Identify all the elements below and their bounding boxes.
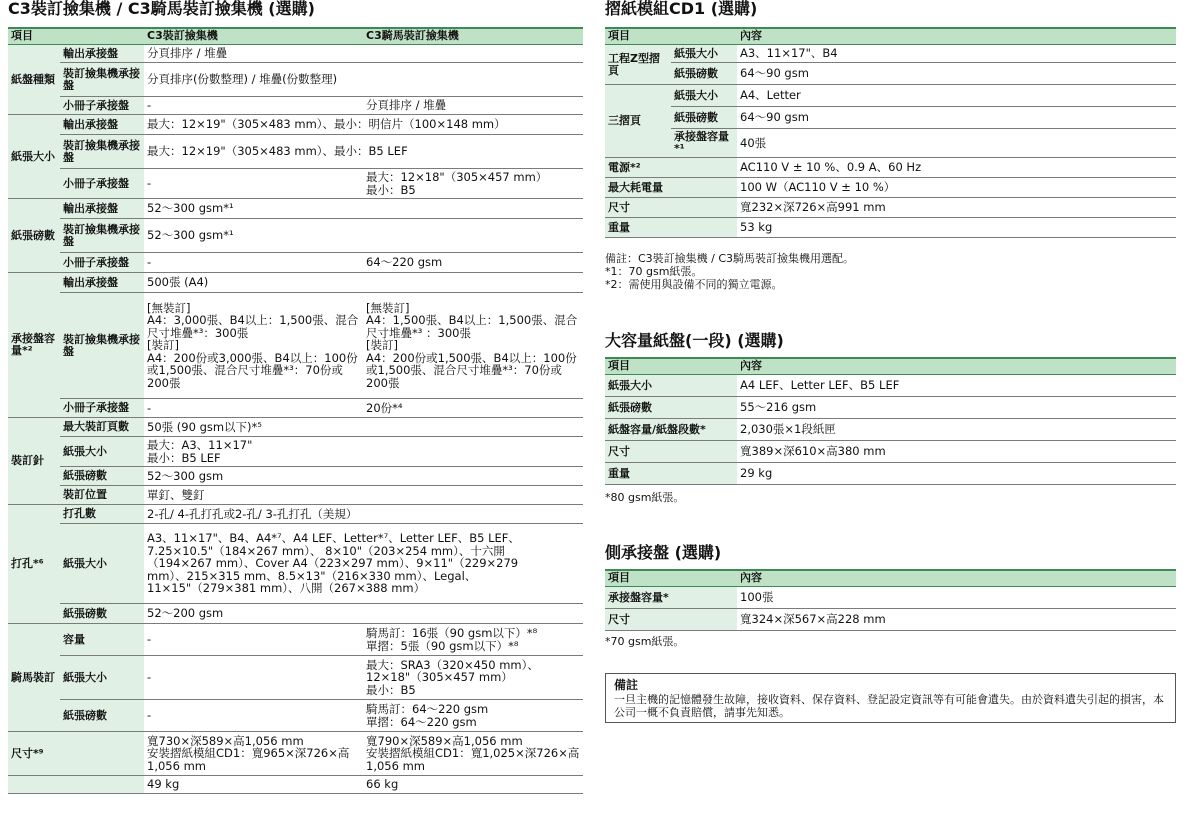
row-value: 最大：A3、11×17" 最小：B5 LEF bbox=[144, 437, 583, 467]
row-value: 分頁排序 / 堆疊 bbox=[144, 45, 583, 63]
cd1-notes: 備註：C3裝訂撿集機 / C3騎馬裝訂撿集機用選配。 *1：70 gsm紙張。 *2：需使用與設備不同的獨立電源。 bbox=[605, 252, 855, 291]
row-value-booklet: 最大：12×18"（305×457 mm） 最小：B5 bbox=[363, 169, 583, 199]
row-label: 重量 bbox=[605, 218, 737, 238]
row-label: 紙張磅數 bbox=[60, 700, 144, 732]
row-category: 裝訂針 bbox=[8, 418, 60, 505]
row-category: 騎馬裝訂 bbox=[8, 624, 60, 732]
row-value-booklet: [無裝訂] A4：1,500張、B4以上：1,500張、混合尺寸堆疊*³ ：300張 [裝訂] A4：200份或1,500張、B4以上：100份或1,500張、混合尺寸堆疊*³：70份或200張 bbox=[363, 293, 583, 399]
row-value-finisher: - bbox=[144, 624, 363, 656]
row-value: 64～90 gsm bbox=[737, 63, 1176, 85]
row-value-booklet: 20份*⁴ bbox=[363, 399, 583, 418]
cd1-spec-table bbox=[605, 27, 1176, 238]
row-value-booklet: 寬790×深589×高1,056 mm 安裝摺紙模組CD1：寬1,025×深726×高1,056 mm bbox=[363, 732, 583, 776]
row-value: 寬324×深567×高228 mm bbox=[737, 609, 1176, 631]
table-row bbox=[8, 732, 583, 776]
row-label: 輸出承接盤 bbox=[60, 45, 144, 63]
table-row bbox=[8, 604, 583, 624]
row-value: 500張 (A4) bbox=[144, 273, 583, 293]
row-value-finisher: - bbox=[144, 253, 363, 273]
row-category: 三摺頁 bbox=[605, 85, 671, 158]
remark-box bbox=[605, 673, 1176, 723]
row-label: 裝訂位置 bbox=[60, 486, 144, 505]
row-label: 重量 bbox=[605, 463, 737, 485]
side-tray-notes: *70 gsm紙張。 bbox=[605, 635, 685, 648]
table-row bbox=[8, 524, 583, 604]
header-content: 內容 bbox=[737, 358, 1176, 375]
row-label: 尺寸 bbox=[605, 441, 737, 463]
row-value-booklet: 最大：SRA3（320×450 mm）、12×18"（305×457 mm） 最小：B5 bbox=[363, 656, 583, 700]
table-header-row bbox=[8, 28, 583, 45]
table-row bbox=[8, 199, 583, 219]
row-label: 紙張大小 bbox=[671, 45, 737, 63]
cd1-section-title: 摺紙模組CD1 (選購) bbox=[605, 0, 758, 18]
row-value: A4 LEF、Letter LEF、B5 LEF bbox=[737, 375, 1176, 397]
row-value: 寬389×深610×高380 mm bbox=[737, 441, 1176, 463]
row-category: 尺寸*⁹ bbox=[8, 732, 144, 776]
row-value: 64～90 gsm bbox=[737, 107, 1176, 129]
row-value-finisher: - bbox=[144, 399, 363, 418]
row-label: 最大耗電量 bbox=[605, 178, 737, 198]
row-value-booklet: 騎馬訂：16張（90 gsm以下）*⁸ 單摺：5張（90 gsm以下）*⁸ bbox=[363, 624, 583, 656]
row-label: 小冊子承接盤 bbox=[60, 253, 144, 273]
table-row bbox=[8, 135, 583, 169]
row-value-finisher: 寬730×深589×高1,056 mm 安裝摺紙模組CD1：寬965×深726×高1,056 mm bbox=[144, 732, 363, 776]
row-value: 100張 bbox=[737, 587, 1176, 609]
row-label: 尺寸 bbox=[605, 198, 737, 218]
row-label: 最大裝訂頁數 bbox=[60, 418, 144, 437]
row-label: 紙張大小 bbox=[671, 85, 737, 107]
row-value: 寬232×深726×高991 mm bbox=[737, 198, 1176, 218]
table-row bbox=[8, 486, 583, 505]
finisher-spec-table bbox=[8, 27, 583, 794]
header-finisher: C3裝訂撿集機 bbox=[144, 28, 363, 45]
row-label: 電源*² bbox=[605, 158, 737, 178]
table-row bbox=[605, 85, 1176, 107]
row-label: 尺寸 bbox=[605, 609, 737, 631]
row-label: 小冊子承接盤 bbox=[60, 399, 144, 418]
table-row bbox=[605, 198, 1176, 218]
header-item: 項目 bbox=[605, 570, 737, 587]
table-row bbox=[605, 63, 1176, 85]
row-category: 紙張大小 bbox=[8, 115, 60, 199]
table-row bbox=[605, 375, 1176, 397]
header-item: 項目 bbox=[605, 28, 737, 45]
table-row bbox=[605, 129, 1176, 158]
row-label: 打孔數 bbox=[60, 505, 144, 524]
row-category: 工程Z型摺頁 bbox=[605, 45, 671, 85]
row-value-booklet: 分頁排序 / 堆疊 bbox=[363, 97, 583, 115]
row-value-booklet: 騎馬訂：64～220 gsm 單摺：64～220 gsm bbox=[363, 700, 583, 732]
row-label: 紙張大小 bbox=[605, 375, 737, 397]
table-row bbox=[8, 505, 583, 524]
lct-section-title: 大容量紙盤(一段) (選購) bbox=[605, 331, 784, 350]
row-category: 紙張磅數 bbox=[8, 199, 60, 273]
row-label: 紙盤容量/紙盤段數* bbox=[605, 419, 737, 441]
table-row bbox=[8, 169, 583, 199]
finisher-section-title: C3裝訂撿集機 / C3騎馬裝訂撿集機 (選購) bbox=[8, 0, 315, 18]
row-value-booklet: 64～220 gsm bbox=[363, 253, 583, 273]
row-label: 輸出承接盤 bbox=[60, 273, 144, 293]
row-label: 紙張磅數 bbox=[605, 397, 737, 419]
row-value: 分頁排序(份數整理) / 堆疊(份數整理) bbox=[144, 63, 583, 97]
table-row bbox=[8, 656, 583, 700]
table-row bbox=[8, 45, 583, 63]
table-row bbox=[8, 418, 583, 437]
header-booklet: C3騎馬裝訂撿集機 bbox=[363, 28, 583, 45]
row-value: 52～300 gsm*¹ bbox=[144, 219, 583, 253]
row-label: 紙張磅數 bbox=[671, 63, 737, 85]
row-value-finisher: - bbox=[144, 97, 363, 115]
table-header-row bbox=[605, 570, 1176, 587]
row-label: 承接盤容量* bbox=[605, 587, 737, 609]
table-row bbox=[605, 158, 1176, 178]
row-value-finisher: [無裝訂] A4：3,000張、B4以上：1,500張、混合尺寸堆疊*³：300張 [裝訂] A4：200份或3,000張、B4以上：100份或1,500張、混合尺寸堆疊*³：70份或200張 bbox=[144, 293, 363, 399]
row-value: 40張 bbox=[737, 129, 1176, 158]
row-value: 單釘、雙釘 bbox=[144, 486, 583, 505]
row-label: 紙張磅數 bbox=[60, 467, 144, 486]
table-row bbox=[8, 219, 583, 253]
table-row bbox=[8, 624, 583, 656]
table-row bbox=[605, 107, 1176, 129]
table-row bbox=[605, 45, 1176, 63]
row-value: 最大：12×19"（305×483 mm）、最小：明信片（100×148 mm） bbox=[144, 115, 583, 135]
row-value: 52～200 gsm bbox=[144, 604, 583, 624]
row-value-booklet: 66 kg bbox=[363, 776, 583, 794]
table-header-row bbox=[605, 358, 1176, 375]
table-row bbox=[605, 441, 1176, 463]
row-category: 紙盤種類 bbox=[8, 45, 60, 115]
row-value-finisher: - bbox=[144, 169, 363, 199]
row-value: A3、11×17"、B4 bbox=[737, 45, 1176, 63]
row-label: 裝訂撿集機承接盤 bbox=[60, 219, 144, 253]
table-row bbox=[8, 399, 583, 418]
row-label: 紙張大小 bbox=[60, 524, 144, 604]
header-item: 項目 bbox=[605, 358, 737, 375]
header-content: 內容 bbox=[737, 28, 1176, 45]
row-label: 裝訂撿集機承接盤 bbox=[60, 63, 144, 97]
table-row bbox=[605, 218, 1176, 238]
table-row bbox=[8, 700, 583, 732]
row-value: 29 kg bbox=[737, 463, 1176, 485]
row-value: 52～300 gsm*¹ bbox=[144, 199, 583, 219]
row-category: 承接盤容量*² bbox=[8, 273, 60, 418]
row-label: 輸出承接盤 bbox=[60, 115, 144, 135]
row-value: 最大：12×19"（305×483 mm）、最小：B5 LEF bbox=[144, 135, 583, 169]
row-label: 小冊子承接盤 bbox=[60, 169, 144, 199]
row-label: 容量 bbox=[60, 624, 144, 656]
row-label: 承接盤容量*¹ bbox=[671, 129, 737, 158]
row-label: 紙張磅數 bbox=[671, 107, 737, 129]
row-value-finisher: - bbox=[144, 656, 363, 700]
row-value: 53 kg bbox=[737, 218, 1176, 238]
table-row bbox=[605, 587, 1176, 609]
table-row bbox=[605, 397, 1176, 419]
table-header-row bbox=[605, 28, 1176, 45]
row-label: 小冊子承接盤 bbox=[60, 97, 144, 115]
remark-title: 備註 bbox=[614, 678, 639, 692]
row-value: AC110 V ± 10 %、0.9 A、60 Hz bbox=[737, 158, 1176, 178]
row-category bbox=[8, 776, 144, 794]
row-value: A4、Letter bbox=[737, 85, 1176, 107]
row-label: 輸出承接盤 bbox=[60, 199, 144, 219]
row-value: 2-孔/ 4-孔打孔或2-孔/ 3-孔打孔（美規） bbox=[144, 505, 583, 524]
table-row bbox=[605, 463, 1176, 485]
table-row bbox=[8, 63, 583, 97]
row-label: 紙張大小 bbox=[60, 437, 144, 467]
lct-spec-table bbox=[605, 357, 1176, 485]
table-row bbox=[8, 97, 583, 115]
row-label: 裝訂撿集機承接盤 bbox=[60, 135, 144, 169]
side-tray-spec-table bbox=[605, 569, 1176, 631]
header-item: 項目 bbox=[8, 28, 144, 45]
table-row bbox=[8, 467, 583, 486]
table-row bbox=[605, 609, 1176, 631]
table-row bbox=[605, 419, 1176, 441]
table-row bbox=[8, 273, 583, 293]
row-label: 裝訂撿集機承接盤 bbox=[60, 293, 144, 399]
row-value: 2,030張×1段紙匣 bbox=[737, 419, 1176, 441]
row-value-finisher: 49 kg bbox=[144, 776, 363, 794]
row-value-finisher: - bbox=[144, 700, 363, 732]
row-value: A3、11×17"、B4、A4*⁷、A4 LEF、Letter*⁷、Letter LEF、B5 LEF、7.25×10.5"（184×267 mm）、 8×10"（203×254 mm）、十六開（194×267 mm）、Cover A4（223×297 mm）、9×11"（229×279 mm）、215×315 mm、8.5×13"（216×330 mm）、Legal、11×15"（279×381 mm）、八開（267×388 mm） bbox=[144, 524, 583, 604]
row-value: 50張 (90 gsm以下)*⁵ bbox=[144, 418, 583, 437]
lct-notes: *80 gsm紙張。 bbox=[605, 491, 685, 504]
row-label: 紙張大小 bbox=[60, 656, 144, 700]
table-row bbox=[8, 293, 583, 399]
header-content: 內容 bbox=[737, 570, 1176, 587]
row-value: 52～300 gsm bbox=[144, 467, 583, 486]
row-value: 100 W（AC110 V ± 10 %） bbox=[737, 178, 1176, 198]
side-tray-section-title: 側承接盤 (選購) bbox=[605, 543, 722, 562]
table-row bbox=[8, 115, 583, 135]
row-label: 紙張磅數 bbox=[60, 604, 144, 624]
table-row bbox=[8, 253, 583, 273]
row-category: 打孔*⁶ bbox=[8, 505, 60, 624]
remark-text: 一旦主機的記憶體發生故障，接收資料、保存資料、登記設定資訊等有可能會遺失。由於資料遺失引起的損害，本公司一概不負責賠償，請事先知悉。 bbox=[614, 693, 1164, 719]
table-row bbox=[8, 776, 583, 794]
table-row bbox=[8, 437, 583, 467]
row-value: 55～216 gsm bbox=[737, 397, 1176, 419]
table-row bbox=[605, 178, 1176, 198]
